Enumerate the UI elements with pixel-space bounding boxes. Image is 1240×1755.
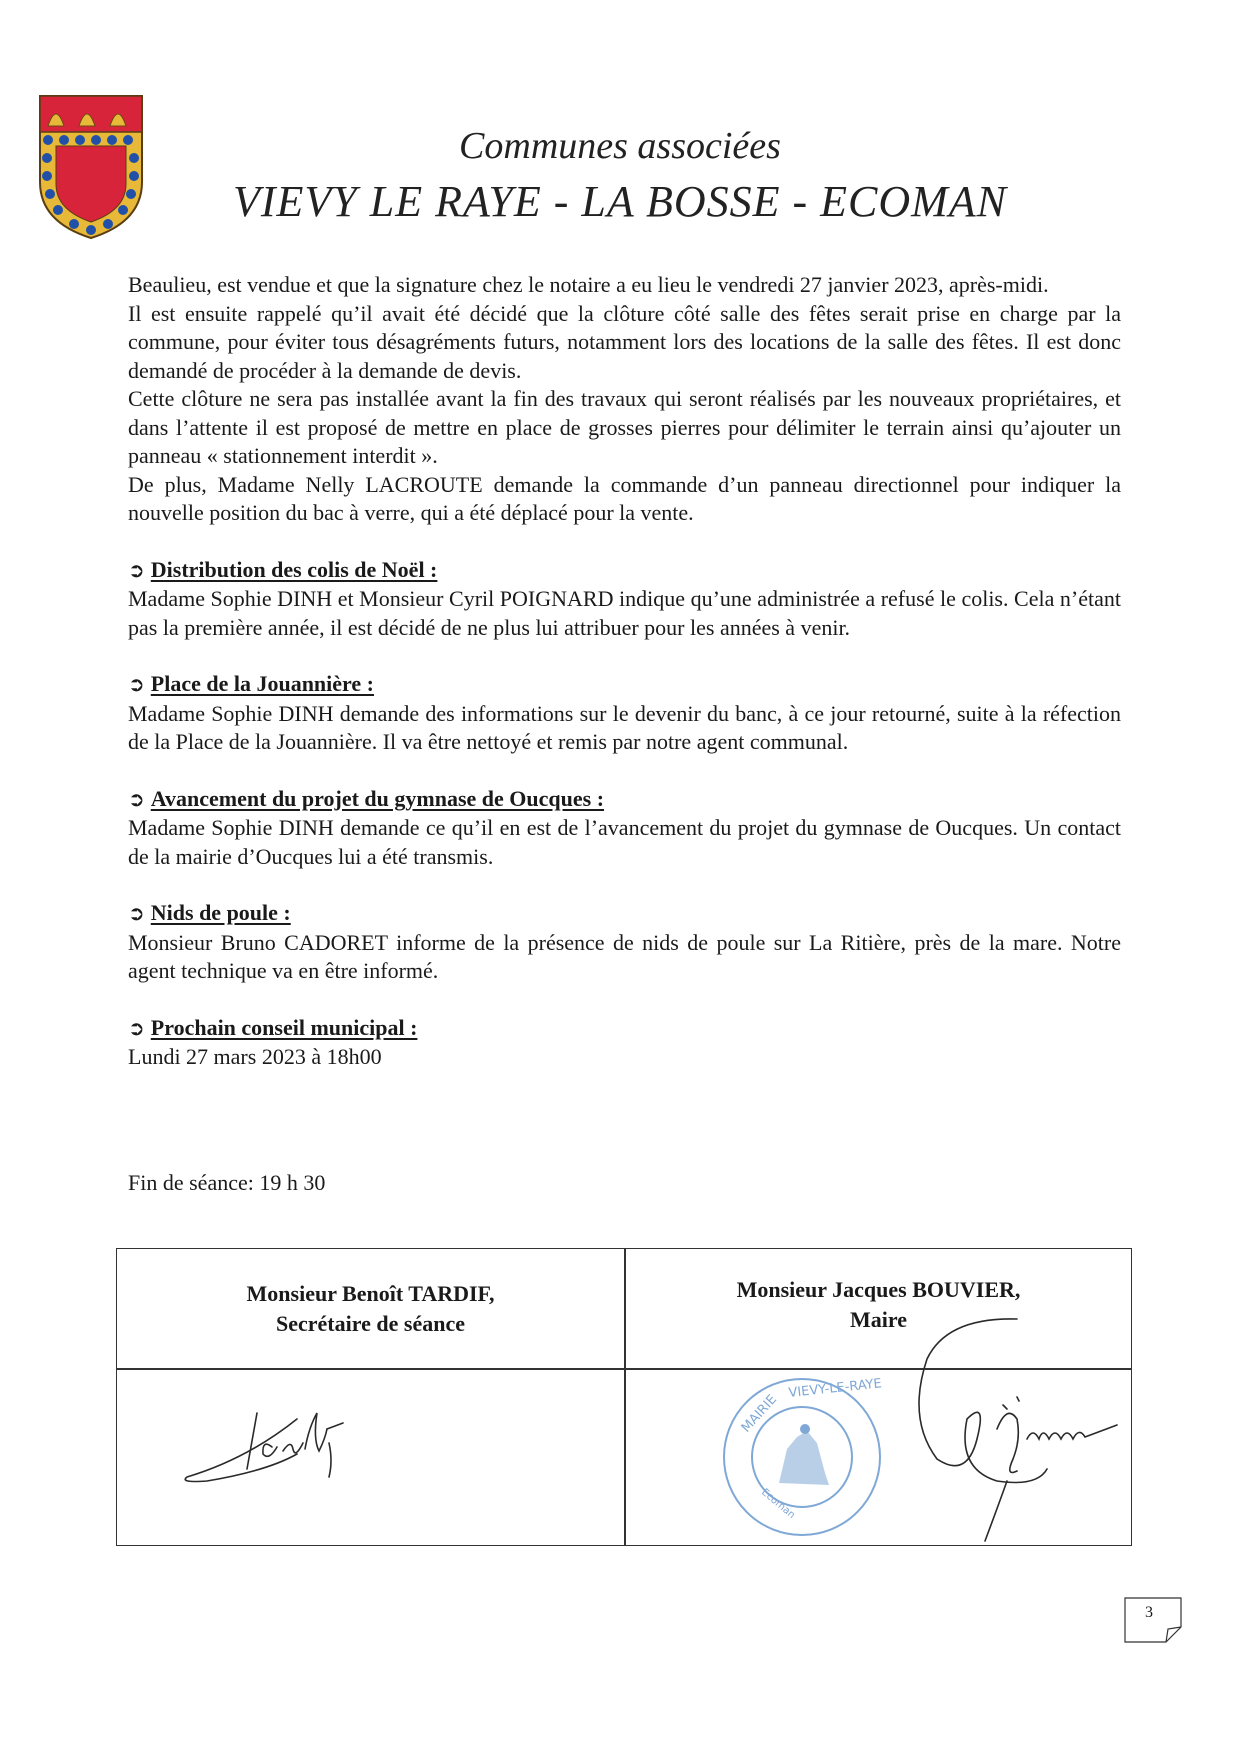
section-nids-poule bbox=[128, 899, 1121, 986]
svg-text:VIEVY-LE-RAYE: VIEVY-LE-RAYE bbox=[787, 1376, 883, 1401]
intro-paragraph: Il est ensuite rappelé qu’il avait été décidé que la clôture côté salle des fêtes serait prise en charge par la commune, pour éviter tous désagréments futurs, notamment lors des locations de la salle des fêtes. Il est donc demandé de procéder à la demande de devis. bbox=[128, 300, 1121, 383]
secretary-cell bbox=[117, 1279, 624, 1339]
section-place-jouanniere bbox=[128, 670, 1121, 757]
arrow-right-icon: ➲ bbox=[128, 788, 145, 811]
signature-table bbox=[116, 1248, 1132, 1546]
minutes-body bbox=[128, 271, 1121, 1072]
page-number: 3 bbox=[1145, 1604, 1153, 1621]
header-subtitle: Communes associées bbox=[459, 125, 781, 167]
mayor-name: Monsieur Jacques BOUVIER, bbox=[736, 1277, 1021, 1302]
secretary-signature-icon bbox=[177, 1399, 377, 1499]
secretary-role: Secrétaire de séance bbox=[276, 1311, 465, 1336]
arrow-right-icon: ➲ bbox=[128, 1017, 145, 1040]
section-title: Prochain conseil municipal : bbox=[150, 1014, 418, 1040]
section-title: Distribution des colis de Noël : bbox=[150, 556, 438, 582]
intro-paragraph: Beaulieu, est vendue et que la signature chez le notaire a eu lieu le vendredi 27 janvier 2023, après-midi. bbox=[128, 272, 1049, 297]
intro-paragraph: Cette clôture ne sera pas installée avant la fin des travaux qui seront réalisés par les nouveaux propriétaires, et dans l’attente il est proposé de mettre en place de grosses pierres pour délimiter le terrain ainsi qu’ajouter un panneau « stationnement interdit ». bbox=[128, 386, 1121, 468]
section-prochain-conseil bbox=[128, 1014, 1121, 1072]
svg-text:MAIRIE: MAIRIE bbox=[738, 1392, 781, 1436]
arrow-right-icon: ➲ bbox=[128, 903, 145, 925]
section-text: Lundi 27 mars 2023 à 18h00 bbox=[128, 1044, 382, 1069]
arrow-right-icon: ➲ bbox=[128, 559, 145, 582]
section-text: Madame Sophie DINH demande ce qu’il en est de l’avancement du projet du gymnase de Oucques. Un contact de la mairie d’Oucques lui a été transmis. bbox=[128, 815, 1121, 869]
mayor-role: Maire bbox=[849, 1307, 907, 1332]
section-text: Madame Sophie DINH demande des informations sur le devenir du banc, à ce jour retourné, suite à la réfection de la Place de la Jouannière. Il va être nettoyé et remis par notre agent communal. bbox=[128, 700, 1121, 754]
arrow-right-icon: ➲ bbox=[128, 674, 145, 696]
end-of-session: Fin de séance: 19 h 30 bbox=[128, 1170, 326, 1195]
intro-paragraph: De plus, Madame Nelly LACROUTE demande la commande d’un panneau directionnel pour indiquer la nouvelle position du bac à verre, qui a été déplacé pour la vente. bbox=[128, 471, 1121, 525]
section-title: Place de la Jouannière : bbox=[150, 671, 374, 696]
section-text: Monsieur Bruno CADORET informe de la présence de nids de poule sur La Ritière, près de la mare. Notre agent technique va en être informé. bbox=[128, 929, 1121, 983]
mayor-signature-icon bbox=[817, 1309, 1127, 1544]
svg-text:Ecoman: Ecoman bbox=[759, 1486, 797, 1522]
secretary-name: Monsieur Benoît TARDIF, bbox=[246, 1281, 495, 1306]
section-title: Avancement du projet du gymnase de Oucques : bbox=[150, 785, 605, 811]
section-colis-noel bbox=[128, 556, 1121, 643]
section-title: Nids de poule : bbox=[150, 900, 291, 925]
section-gymnase bbox=[128, 785, 1121, 872]
header-title: VIEVY LE RAYE - LA BOSSE - ECOMAN bbox=[232, 177, 1008, 226]
section-text: Madame Sophie DINH et Monsieur Cyril POIGNARD indique qu’une administrée a refusé le colis. Cela n’étant pas la première année, il est décidé de ne plus lui attribuer pour les années à venir. bbox=[128, 586, 1121, 640]
